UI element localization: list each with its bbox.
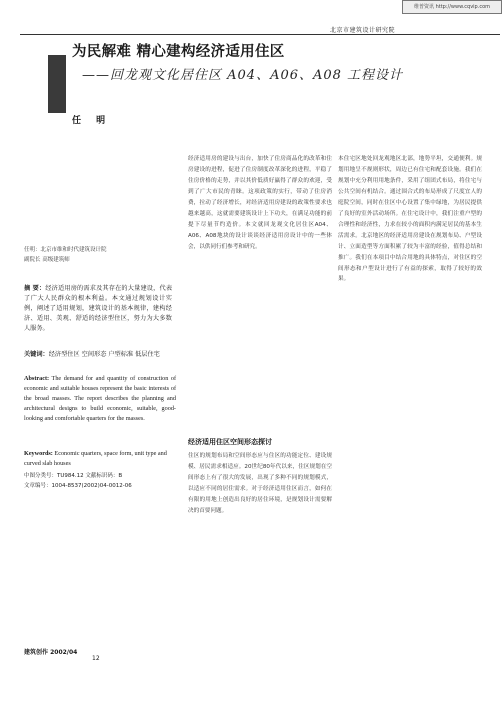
abstract-cn [24,284,172,334]
article-subtitle: ——回龙观文化居住区 A04、A06、A08 工程设计 [82,68,404,83]
body-column-1-section: 住区的规划布局和空间形态应与住区的功能定位、建设规模、居民需求相适应。20世纪80年代以来，住区规划在空间形态上有了很大的发展，出现了多种不同的规划模式，以适应不同的居住需求。对于经济适用住区而言，如何在有限的用地上创造出良好的居住环境，是规划设计需要解决的首要问题。 [188,453,332,514]
abstract-en [24,374,176,424]
header-rule [20,34,500,35]
article-number: 文章编号：1004-8537(2002)04-0012-06 [24,482,132,489]
side-decor-block [48,55,66,113]
author-note [24,245,164,265]
body-column-2: 本住宅区地处回龙观地区北部，地势平坦，交通便利。规划用地呈不规则形状，周边已有住宅和配套设施。我们在规划中充分利用用地条件，采用了组团式布局，将住宅与公共空间有机结合。通过围合式的布局形成了尺度宜人的庭院空间，同时在住区中心设置了集中绿地，为居民提供了良好的室外活动场所。在住宅设计中，我们注重户型的合理性和经济性，力求在较小的面积内满足居民的基本生活需求。北京地区的经济适用房建设在规划布局、户型设计、立面造型等方面积累了较为丰富的经验，值得总结和推广。我们在本项目中结合用地的具体特点，对住区的空间形态和户型设计进行了有益的探索，取得了较好的效果。 [338,156,482,283]
page-number: 12 [92,655,100,662]
author-title: 副院长 高级建筑师 [24,257,70,263]
section-heading: 经济适用住区空间形态探讨 [188,438,272,446]
side-block-text [48,55,56,67]
abstract-en-text: The demand for and quantity of construction of economic and suitable houses represent the basic interests of the broad masses. The report describes the planning and architectural designs to build economic, suitable, good-looking and comfortable quarters for the masses. [24,375,176,422]
journal-header: 北京市建筑设计研究院 [330,27,396,34]
classification-code: 中图分类号：TU984.12 文献标识码：B [24,473,123,479]
body-column-1-intro: 经济适用房的建设与出台，加快了住房商品化的改革和住房建设的进程，促进了住房制度改革深化的进程，平稳了住房价格的走势，并以其价低质好赢得了群众的欢迎，受到了广大市民的青睐。这项政策的实行，带动了住房消费，拉动了经济增长，对经济适用房建设的政策性要求也越来越高，这就需要建筑设计上下功夫，在满足功能的前提下尽量节约造价。本文就回龙观文化居住区A04、A06、A08地块的设计谈谈经济适用房设计中的一些体会，以供同行们参考和研究。 [188,156,332,250]
keywords-cn-label: 关键词： [24,351,49,358]
keywords-en [24,449,176,469]
source-watermark: 维普资讯 http://www.cqvip.com [402,0,502,14]
abstract-cn-text: 经济适用房的需求及其存在的大量建设，代表了广大人民群众的根本利益。本文通过规划设计实例，阐述了适用规划，建筑设计的基本规律，建构经济、适用、美观、舒适的经济型住区，努力为大多数人服务。 [24,285,173,333]
footer-issue: 建筑创作 2002/04 [24,649,78,656]
classification-info [24,472,184,491]
keywords-cn-text: 经济型住区 空间形态 户型标准 低层住宅 [48,351,160,358]
article-title: 为民解难 精心建构经济适用住区 [72,44,285,60]
abstract-cn-label: 摘 要： [24,285,46,292]
author-affiliation: 任明：北京市维和时代建筑设计院 [24,247,107,253]
keywords-cn [24,350,172,360]
abstract-en-label: Abstract: [24,375,50,382]
author-name: 任 明 [72,116,112,126]
keywords-en-text: Economic quarters, space form, unit type and curved slab houses [24,450,167,467]
keywords-en-label: Keywords: [24,450,53,457]
